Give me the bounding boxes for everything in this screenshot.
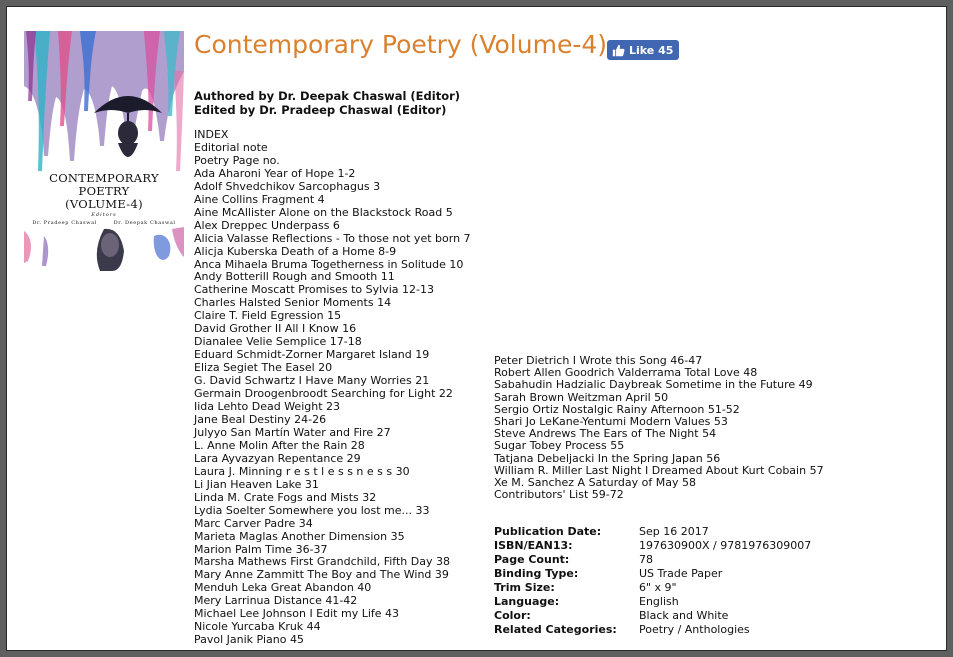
detail-value: 6" x 9": [639, 581, 677, 594]
index-entry: Contributors' List 59-72: [494, 488, 624, 502]
index-entry: Germain Droogenbroodt Searching for Light 22: [194, 387, 453, 401]
index-entry: Sergio Ortiz Nostalgic Rainy Afternoon 51-52: [494, 402, 740, 416]
detail-row: [494, 539, 811, 553]
index-entry: Aine Collins Fragment 4: [194, 192, 325, 206]
index-entry: Lara Ayvazyan Repentance 29: [194, 451, 361, 465]
index-entry: Michael Lee Johnson I Edit my Life 43: [194, 607, 400, 621]
detail-value: 197630900X / 9781976309007: [639, 539, 812, 552]
index-entry: Sabahudin Hadzialic Daybreak Sometime in the Future 49: [494, 378, 813, 392]
index-entry: Eduard Schmidt-Zorner Margaret Island 19: [194, 348, 430, 362]
index-entry: INDEX: [194, 128, 229, 141]
index-entry: Alicia Valasse Reflections - To those not yet born 7: [194, 231, 471, 245]
index-entry: Editorial note: [194, 140, 268, 154]
detail-value: US Trade Paper: [639, 567, 723, 580]
book-credits: [194, 90, 460, 117]
detail-label: Related Categories:: [494, 623, 617, 636]
index-entry: David Grother II All I Know 16: [194, 322, 357, 336]
detail-row: [494, 595, 811, 609]
index-entry: Sugar Tobey Process 55: [494, 439, 625, 453]
detail-row: [494, 581, 811, 595]
index-entry: Dianalee Velie Semplice 17-18: [194, 335, 362, 349]
index-entry: Marieta Maglas Another Dimension 35: [194, 529, 405, 543]
index-entry: Anca Mihaela Bruma Togetherness in Solitude 10: [194, 257, 464, 271]
index-entry: Aine McAllister Alone on the Blackstock Road 5: [194, 205, 453, 219]
page-title: Contemporary Poetry (Volume-4): [194, 30, 608, 59]
cover-title-line: POETRY: [78, 184, 130, 198]
index-entry: Andy Botterill Rough and Smooth 11: [194, 270, 395, 284]
index-entry: Xe M. Sanchez A Saturday of May 58: [494, 476, 696, 490]
detail-label: Binding Type:: [494, 567, 579, 580]
detail-label: Color:: [494, 609, 531, 622]
detail-value: Sep 16 2017: [639, 525, 709, 538]
detail-label: ISBN/EAN13:: [494, 539, 573, 552]
index-entry: Linda M. Crate Fogs and Mists 32: [194, 490, 377, 504]
index-entry: William R. Miller Last Night I Dreamed About Kurt Cobain 57: [494, 463, 824, 477]
index-entry: G. David Schwartz I Have Many Worries 21: [194, 374, 430, 388]
index-entry: Tatjana Debeljacki In the Spring Japan 56: [494, 451, 721, 465]
index-entry: Ada Aharoni Year of Hope 1-2: [194, 166, 356, 180]
cover-art: [24, 31, 184, 271]
index-entry: Iida Lehto Dead Weight 23: [194, 400, 341, 414]
like-button-label: Like 45: [629, 43, 674, 57]
index-entry: Alicja Kuberska Death of a Home 8-9: [194, 244, 397, 258]
index-entry: Jane Beal Destiny 24-26: [194, 412, 327, 426]
index-entry: Laura J. Minning r e s t l e s s n e s s 30: [194, 464, 410, 478]
cover-title: [24, 172, 184, 211]
index-entry: Marsha Mathews First Grandchild, Fifth Day 38: [194, 555, 450, 569]
index-entry: Sarah Brown Weitzman April 50: [494, 390, 669, 404]
cover-title-line: CONTEMPORARY: [49, 171, 159, 185]
index-entry: Menduh Leka Great Abandon 40: [194, 581, 372, 595]
index-entry: Charles Halsted Senior Moments 14: [194, 296, 392, 310]
detail-label: Language:: [494, 595, 560, 608]
index-entry: Marc Carver Padre 34: [194, 516, 313, 530]
index-entry: Mery Larrinua Distance 41-42: [194, 594, 358, 608]
index-entry: Li Jian Heaven Lake 31: [194, 477, 319, 491]
detail-value: English: [639, 595, 679, 608]
index-entry: Alex Dreppec Underpass 6: [194, 218, 340, 232]
index-entry: Steve Andrews The Ears of The Night 54: [494, 427, 717, 441]
index-entry: Poetry Page no.: [194, 153, 280, 167]
index-entry: Adolf Shvedchikov Sarcophagus 3: [194, 179, 381, 193]
detail-row: [494, 553, 811, 567]
index-entry: Pavol Janik Piano 45: [194, 633, 304, 647]
cover-editor-left: Dr. Pradeep Chaswal: [32, 220, 97, 226]
index-entry: Lydia Soelter Somewhere you lost me... 33: [194, 503, 430, 517]
detail-row: [494, 623, 811, 637]
index-entry: Claire T. Field Egression 15: [194, 309, 342, 323]
book-details-table: [494, 525, 811, 637]
cover-editor-right: Dr. Deepak Chaswal: [113, 220, 176, 226]
detail-label: Page Count:: [494, 553, 570, 566]
detail-row: [494, 609, 811, 623]
index-entry: L. Anne Molin After the Rain 28: [194, 438, 365, 452]
detail-label: Trim Size:: [494, 581, 555, 594]
thumbs-up-icon: [612, 44, 625, 57]
detail-label: Publication Date:: [494, 525, 602, 538]
edited-by: Edited by Dr. Pradeep Chaswal (Editor): [194, 102, 447, 117]
book-cover-image[interactable]: [24, 31, 184, 271]
index-entry: Catherine Moscatt Promises to Sylvia 12-13: [194, 283, 434, 297]
index-entry: Shari Jo LeKane-Yentumi Modern Values 53: [494, 415, 728, 429]
authored-by: Authored by Dr. Deepak Chaswal (Editor): [194, 89, 461, 103]
detail-row: [494, 567, 811, 581]
index-entry: Nicole Yurcaba Kruk 44: [194, 620, 321, 634]
detail-row: [494, 525, 811, 539]
cover-editor-names: [24, 220, 184, 226]
detail-value: Black and White: [639, 609, 729, 622]
facebook-like-button[interactable]: [607, 40, 679, 60]
index-entry: Robert Allen Goodrich Valderrama Total Love 48: [494, 366, 758, 380]
index-list-column-1: [194, 129, 471, 647]
index-list-column-2: [494, 355, 824, 501]
detail-value: 78: [639, 553, 653, 566]
cover-title-line: (VOLUME-4): [65, 197, 143, 211]
cover-subtitle: Editors: [91, 212, 117, 218]
index-entry: Julyyo San Martín Water and Fire 27: [194, 425, 391, 439]
index-entry: Peter Dietrich I Wrote this Song 46-47: [494, 354, 703, 367]
index-entry: Marion Palm Time 36-37: [194, 542, 328, 556]
detail-value: Poetry / Anthologies: [639, 623, 750, 636]
index-entry: Eliza Segiet The Easel 20: [194, 361, 333, 375]
index-entry: Mary Anne Zammitt The Boy and The Wind 39: [194, 568, 449, 582]
